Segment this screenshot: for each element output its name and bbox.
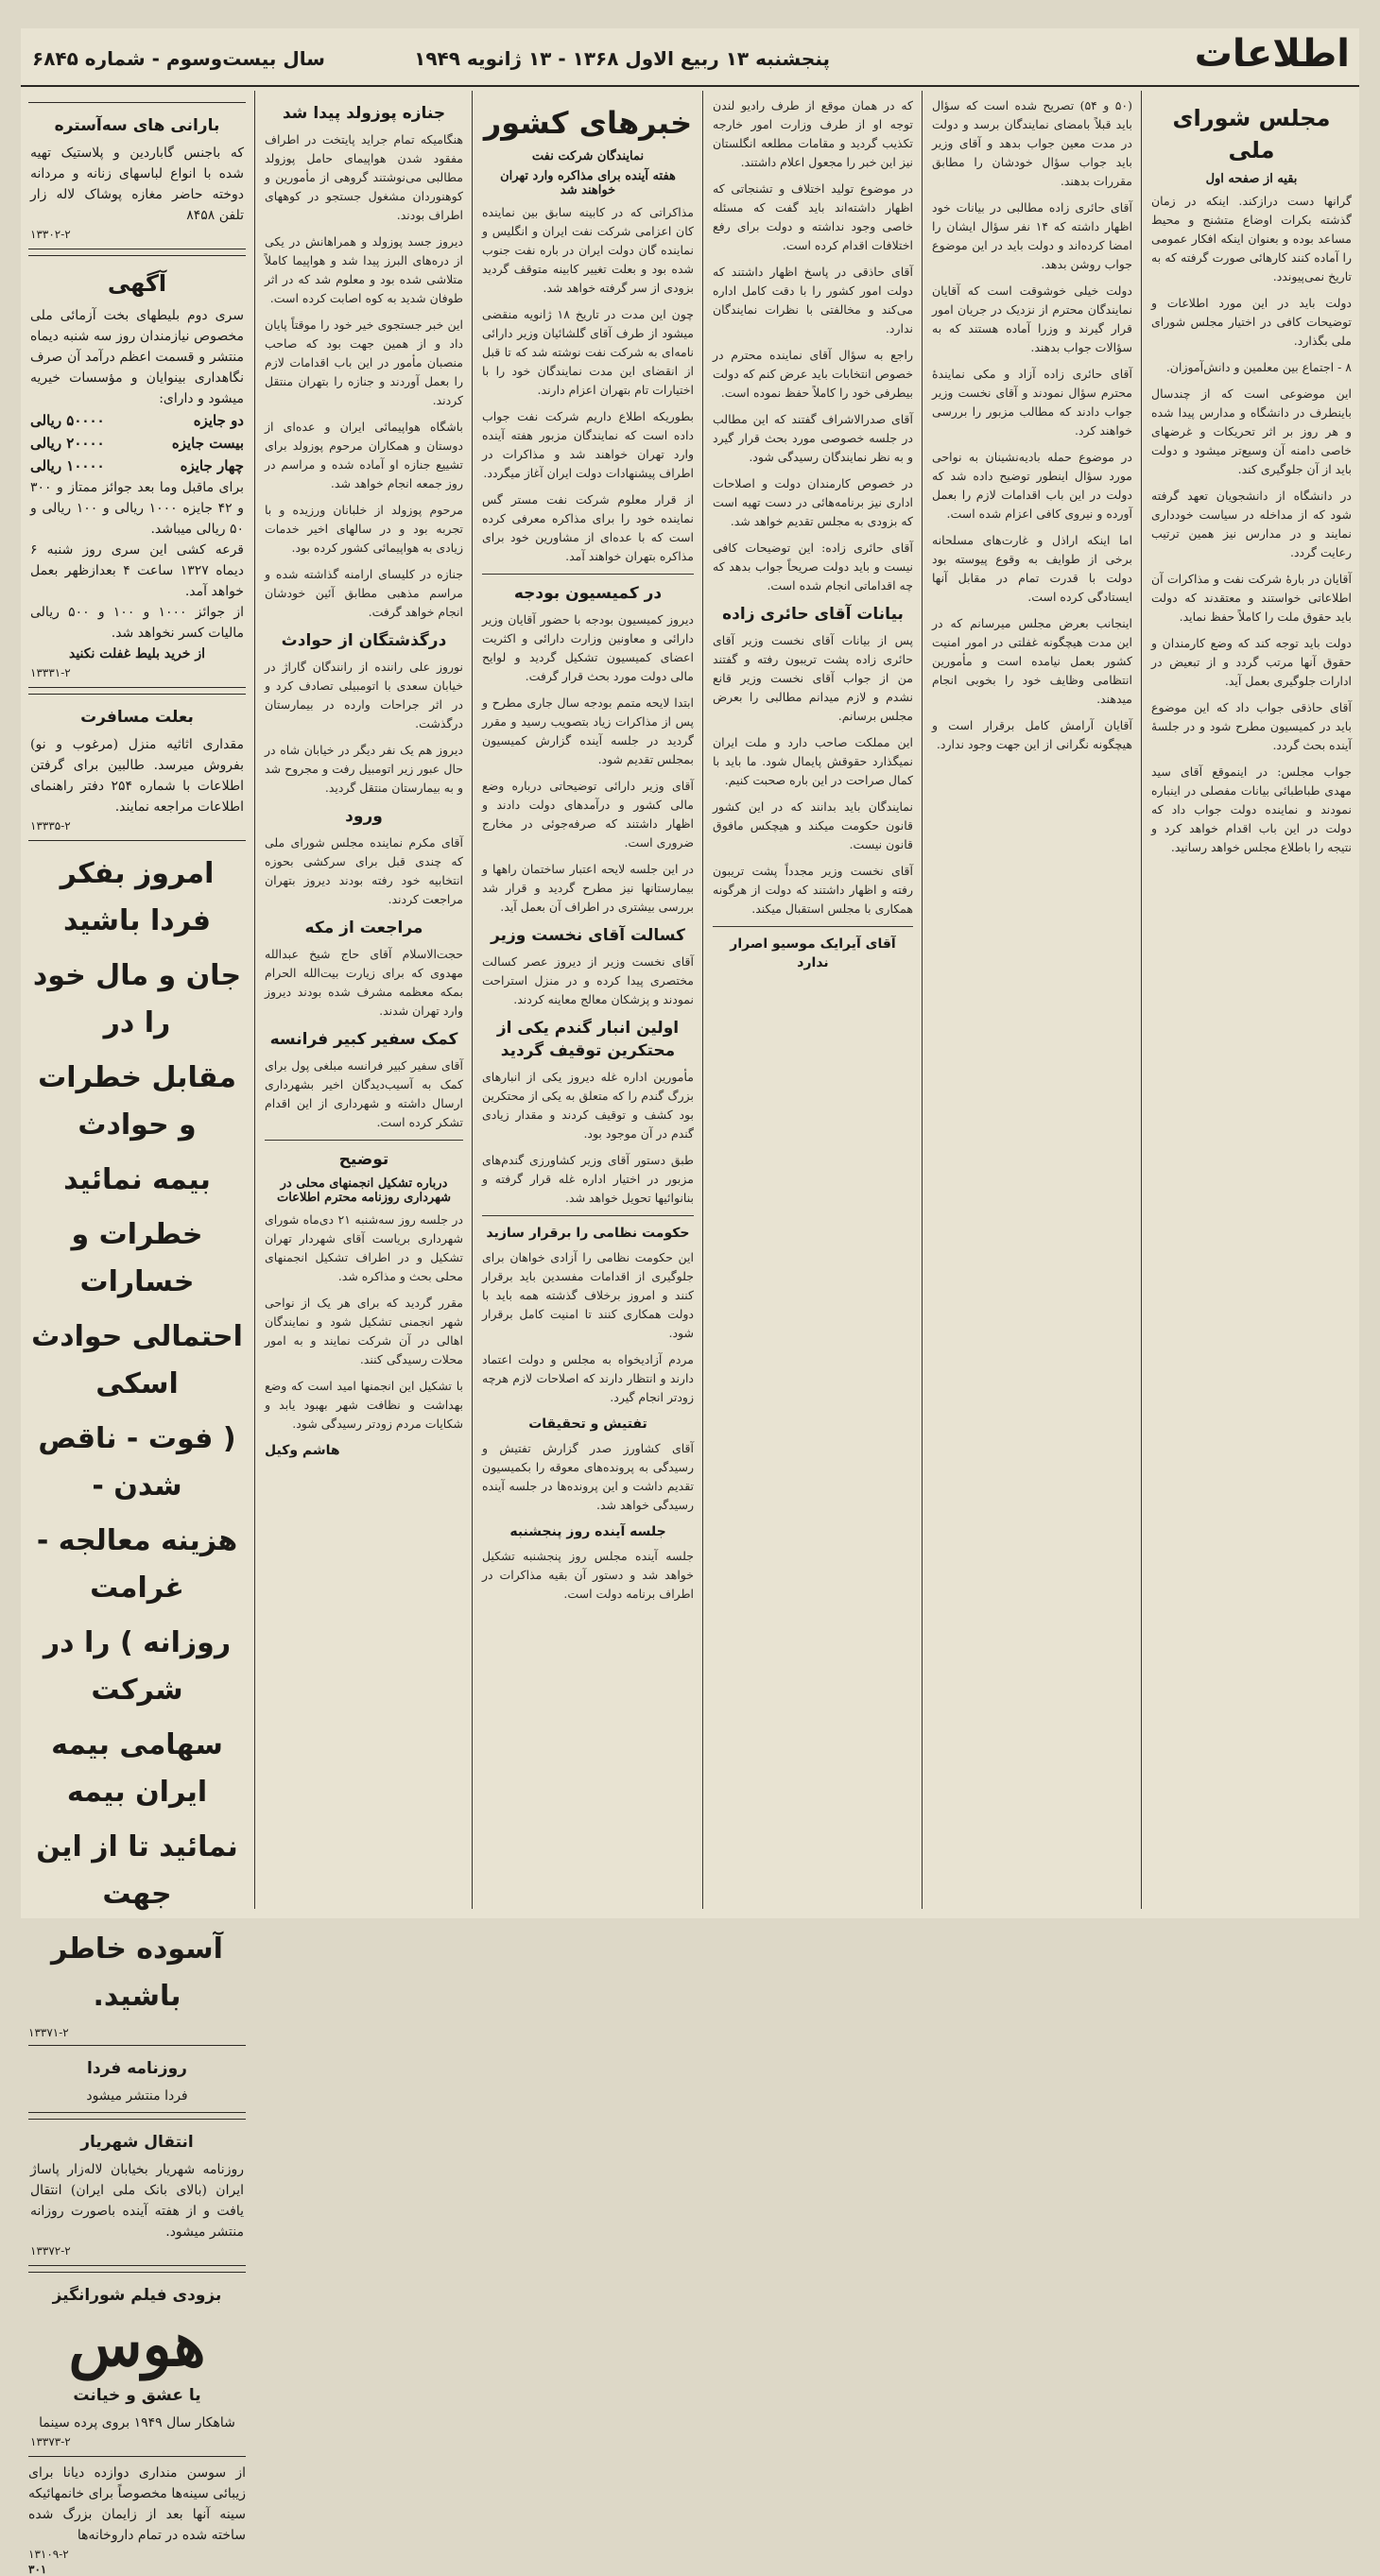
paragraph: دیروز هم یک نفر دیگر در خیابان شاه در حال عبور زیر اتومبیل رفت و مجروح شد و به بیمارستان منتقل گردید. [265,743,463,795]
paragraph: از قرار معلوم شرکت نفت مستر گس نماینده خود را برای مذاکره معرفی کرده است که با عده‌ای از مشاورین خود برای مذاکره بتهران خواهند آمد. [482,492,694,563]
paragraph: مردم آزادیخواه به مجلس و دولت اعتماد دارند و انتظار دارند که اصلاحات لازم هرچه زودتر انجام گیرد. [482,1352,694,1404]
paragraph: پس از بیانات آقای نخست وزیر آقای حائری زاده پشت تریبون رفته و گفتند من از جواب آقای نخست وزیر قانع نشدم و لازم میدانم مطالبی را بعرض مجلس برسانم. [713,633,913,723]
insurance-line: خطرات و خسارات [71,1218,203,1298]
article-signature: هاشم وکیل [265,1443,340,1458]
paragraph: آقای حائری زاده آزاد و مکی نمایندهٔ محترم سؤال نمودند و آقای نخست وزیر جواب دادند که مطالب مزبور را بررسی خواهند کرد. [932,367,1132,438]
paragraph: آقای حائری زاده مطالبی در بیانات خود اظهار داشته که ۱۴ نفر سؤال ایشان را امضا کرده‌اند و دولت باید در این موضوع جواب روشن بدهد. [932,200,1132,271]
paragraph: آقایان در بارهٔ شرکت نفت و مذاکرات آن اطلاعاتی خواستند و معتقدند که دولت باید حقوق ملت را کاملاً حفظ نماید. [1151,572,1352,624]
ad-raincoats [28,102,246,249]
column-majlis-continued [924,91,1140,1909]
article-headline: حکومت نظامی را برقرار سازید [486,1226,690,1241]
ad-text: سری دوم بلیطهای بخت آزمائی ملی مخصوص نیازمندان روز سه شنبه دیماه منتشر و قسمت اعظم درآمد آن صرف نگاهداری بینوایان و مؤسسات خیریه میشود و دارای: [30,308,244,406]
paragraph: دولت خیلی خوشوقت است که آقایان نمایندگان محترم از نزدیک در جریان امور قرار گیرند و وزرا آماده هستند که به سؤالات جواب بدهند. [932,283,1132,354]
paragraph: آقای نخست وزیر از دیروز عصر کسالت مختصری پیدا کرده و در منزل استراحت نمودند و پزشکان معالج معاینه کردند. [482,954,694,1006]
paragraph: در موضوع حمله بادیه‌نشینان به نواحی مورد سؤال اینطور توضیح داده شد که دولت در این باب اقدامات لازم را بعمل آورده و نیروی کافی اعزام شده است. [932,450,1132,521]
paragraph: آقای کشاورز صدر گزارش تفتیش و رسیدگی به پرونده‌های معوقه را بکمیسیون تقدیم داشت و این پرونده‌ها در جلسه آینده رسیدگی خواهد شد. [482,1441,694,1512]
divider [713,926,913,927]
section-headline: خبرهای کشور [483,105,693,141]
newspaper-page [21,28,1359,2576]
paragraph: مذاکراتی که در کابینه سابق بین نماینده کان اعزامی شرکت نفت ایران و انگلیس و نماینده گان دولت ایران در باره نفت جنوب شده بود و بعلت تغییر کابینه متوقف گردید بزودی از سر گرفته خواهد شد. [482,205,694,295]
article-headline: توضیح [338,1150,389,1169]
paragraph: اینجانب بعرض مجلس میرسانم که در این مدت هیچگونه غفلتی در امور امنیت کشور بعمل نیامده است و مأمورین انتظامی وظایف خود را بخوبی انجام میدهند. [932,616,1132,706]
insurance-line: جان و مال خود را در [32,959,242,1039]
column-country-news [474,91,701,1909]
paragraph: آقای سفیر کبیر فرانسه مبلغی پول برای کمک به آسیب‌دیدگان اخیر بشهرداری ارسال داشته و شهرداری از این اقدام تشکر کرده است. [265,1058,463,1129]
film-title: هوس [68,2310,206,2380]
ad-text: قرعه کشی این سری روز شنبه ۶ دیماه ۱۳۲۷ ساعت ۴ بعدازظهر بعمل خواهد آمد. [30,542,245,599]
article-subhead: نمایندگان شرکت نفت [531,149,645,163]
paragraph: این موضوعی است که از چندسال باینطرف در دانشگاه و مدارس پیدا شده و هر روز بر اثر تحریکات و غرضهای خاصی دامنه آن وسیع‌تر میشود و دولت باید از آن جلوگیری کند. [1151,386,1352,476]
article-headline: در کمیسیون بودجه [513,584,663,603]
paragraph: جواب مجلس: در اینموقع آقای سید مهدی طباطبائی بیانات مفصلی در اینباره نمودند و نماینده دولت جواب داد که دولت در این باب اقدام خواهد کرد و نتیجه را باطلاع مجلس خواهد رسانید. [1151,764,1352,854]
divider [482,1215,694,1216]
page-number: ۳۰۱ [28,2563,47,2576]
film-intro: بزودی فیلم شورانگیز [52,2286,222,2305]
paragraph: این حکومت نظامی را آزادی خواهان برای جلوگیری از اقدامات مفسدین باید برقرار کنند و امروز برخلاف گذشته همه باید با دولت همکاری کنند تا امنیت کامل برقرار شود. [482,1250,694,1340]
article-headline: بیانات آقای حائری زاده [722,605,904,624]
article-subhead: بقیه از صفحه اول [1205,172,1298,186]
prize-row [30,409,244,432]
ad-slogan: از خرید بلیط غفلت نکنید [68,646,206,661]
paragraph: راجع به سؤال آقای نماینده محترم در خصوص انتخابات باید عرض کنم که دولت بیطرفی خود را کاملاً حفظ نموده است. [713,348,913,400]
article-body [713,96,913,595]
column-city-news [257,91,471,1909]
article-body [1151,192,1352,857]
column-rule [922,91,923,1909]
ad-text: برای ماقبل وما بعد جوائز ممتاز و ۳۰۰ و ۴۲ جایزه ۱۰۰۰ ریالی و ۱۰۰ ریالی و ۵۰ ریالی میباشد. [30,480,244,537]
prize-label: بیست جایزه [171,435,244,452]
article-headline: مجلس شورای ملی [1172,105,1331,163]
film-subtitle: یا عشق و خیانت [73,2386,201,2405]
column-statements [705,91,921,1909]
paragraph: حجت‌الاسلام آقای حاج شیخ عبدالله مهدوی که برای زیارت بیت‌الله الحرام بمکه معظمه مشرف شده بودند دیروز وارد تهران شدند. [265,947,463,1018]
paragraph: آقای وزیر دارائی توضیحاتی درباره وضع مالی کشور و درآمدهای دولت دادند و اظهار داشتند که صرفه‌جوئی در مخارج ضروری است. [482,779,694,850]
paragraph: با تشکیل این انجمنها امید است که وضع بهداشت و نظافت شهر بهبود یابد و شکایات مردم زودتر رسیدگی شود. [265,1379,463,1431]
article-subhead: هفته آینده برای مذاکره وارد تهران خواهند شد [500,169,676,197]
divider [265,1140,463,1141]
insurance-line: نمائید تا از این جهت [36,1830,238,1911]
article-headline: کمک سفیر کبیر فرانسه [269,1030,458,1049]
prize-row [30,432,244,455]
ad-title: بعلت مسافرت [80,708,194,727]
article-headline: جلسه آینده روز پنجشنبه [509,1524,666,1539]
ad-title: روزنامه فردا [87,2059,187,2078]
article-headline: کسالت آقای نخست وزیر [491,926,685,945]
ad-text: از جوائز ۱۰۰۰ و ۱۰۰ و ۵۰۰ ریالی مالیات کسر نخواهد شد. [30,605,245,641]
insurance-line: روزانه ) را در شرکت [43,1626,232,1707]
paragraph: نمایندگان باید بدانند که در این کشور قانون حکومت میکند و هیچکس مافوق قانون نیست. [713,799,913,851]
article-body [932,96,1132,754]
ad-shahriar [28,2119,246,2266]
ad-text: از سوسن منداری دوازده دیانا برای زیبائی سینه‌ها مخصوصاً برای خانمهائیکه سینه آنها بعد از زایمان بزرگ شده ساخته شده در تمام داروخانه‌ها [28,2465,246,2543]
column-rule [472,91,473,1909]
article-body [482,953,694,1009]
article-headline: جنازه پوزولد پیدا شد [282,104,446,123]
ad-text: روزنامه شهریار بخیابان لاله‌زار پاساژ ایران (بالای بانک ملی ایران) انتقال یافت و از هفته آینده باصورت روزانه منتشر میشود. [30,2162,244,2240]
article-headline: ورود [345,807,383,826]
ad-code: ۱۳۳۳۵-۲ [30,819,71,833]
paragraph: آقای حاذقی در پاسخ اظهار داشتند که دولت امور کشور را با دقت کامل اداره می‌کند و مخالفتی با نظرات نمایندگان ندارد. [713,265,913,335]
ad-text: فردا منتشر میشود [86,2088,188,2104]
insurance-line: هزینه معالجه - غرامت [36,1524,238,1605]
paragraph: مأمورین اداره غله دیروز یکی از انبارهای بزرگ گندم را که متعلق به یکی از محتکرین بود کشف و توقیف کردند و مقدار زیادی گندم در آن موجود بود. [482,1070,694,1141]
paragraph: که در همان موقع از طرف رادیو لندن توجه او از طرف وزارت امور خارجه تکذیب گردید و مقامات مطلعه انگلستان نیز این خبر را مجعول اعلام داشتند. [713,98,913,169]
paragraph: دولت باید در این مورد اطلاعات و توضیحات کافی در اختیار مجلس شورای ملی بگذارد. [1151,296,1352,348]
article-body [482,1547,694,1604]
paragraph: هنگامیکه تمام جراید پایتخت در اطراف مفقود شدن هواپیمای حامل پوزولد مطالبی می‌نوشتند گروهی از مأمورین و کوهنوردان مشغول جستجو در کوههای اطراف بودند. [265,132,463,222]
paragraph: دیروز کمیسیون بودجه با حضور آقایان وزیر دارائی و معاونین وزارت دارائی و اکثریت اعضای کمیسیون تشکیل گردید و لوایح مالی دولت مورد بحث قرار گرفت. [482,612,694,683]
paragraph: دیروز جسد پوزولد و همراهانش در یکی از دره‌های البرز پیدا شد و هواپیما کاملاً متلاشی شده بود و معلوم شد که در اثر طوفان شدید به کوه اصابت کرده است. [265,234,463,305]
paragraph: باشگاه هواپیمائی ایران و عده‌ای از دوستان و همکاران مرحوم پوزولد برای تشییع جنازه او آماده شده و مراسم در روز جمعه انجام خواهد شد. [265,420,463,490]
paragraph: آقای حائری زاده: این توضیحات کافی نیست و باید دولت صریحاً جواب بدهد که چه اقداماتی انجام شده است. [713,541,913,592]
paragraph: در این جلسه لایحه اعتبار ساختمان راهها و بیمارستانها نیز مطرح گردید و قرار شد بررسی بیشتری در اطراف آن بعمل آید. [482,862,694,914]
prize-value: ۵۰۰۰۰ ریالی [30,412,105,429]
prize-label: چهار جایزه [180,457,244,474]
paragraph: طبق دستور آقای وزیر کشاورزی گندم‌های مزبور در اختیار اداره غله قرار گرفته و بنانوائیها تحویل خواهد شد. [482,1153,694,1205]
article-body [265,658,463,798]
article-body [265,1056,463,1132]
prize-list [30,409,244,477]
ad-code: ۱۳۳۷۱-۲ [28,2026,69,2039]
paragraph: دولت باید توجه کند که وضع کارمندان و حقوق آنها مرتب گردد و از تبعیض در ادارات جلوگیری بعمل آید. [1151,636,1352,688]
divider [482,574,694,575]
article-body [482,610,694,917]
ad-text: مقداری اثاثیه منزل (مرغوب و نو) بفروش میرسد. طالبین برای گرفتن اطلاعات با شماره ۲۵۴ دفتر راهنمای اطلاعات مراجعه نمایند. [30,737,244,815]
prize-label: دو جایزه [193,412,244,429]
paragraph: جنازه در کلیسای ارامنه گذاشته شده و مراسم مذهبی مطابق آئین خودشان انجام خواهد گرفت. [265,567,463,619]
paragraph: در جلسه روز سه‌شنبه ۲۱ دی‌ماه شورای شهرداری بریاست آقای شهردار تهران تشکیل و در اطراف تشکیل انجمنهای محلی بحث و مذاکره شد. [265,1212,463,1283]
paragraph: مرحوم پوزولد از خلبانان ورزیده و با تجربه بود و در سالهای اخیر خدمات زیادی به هواپیمائی کشور کرده بود. [265,503,463,555]
ad-code: ۱۳۳۰۲-۲ [30,228,71,241]
column-rule [254,91,255,1909]
article-body [482,203,694,566]
article-headline: آقای آیرایک موسیو اصرار ندارد [730,936,896,970]
article-body [482,1248,694,1407]
paragraph: بطوریکه اطلاع داریم شرکت نفت جواب داده است که نمایندگان مزبور هفته آینده وارد تهران خواهند شد و مذاکرات در اطراف پیشنهادات دولت ایران آغاز میگردد. [482,409,694,480]
ad-insurance [28,847,246,2039]
article-body [482,1439,694,1515]
paragraph: آقای مکرم نماینده مجلس شورای ملی که چندی قبل برای سرکشی بحوزه انتخابیه خود رفته بودند دیروز بتهران مراجعت کردند. [265,835,463,906]
ad-title: بارانی های سه‌آستره [54,116,220,135]
article-body [265,945,463,1021]
article-headline: تفتیش و تحقیقات [528,1417,647,1432]
article-headline: درگذشتگان از حوادث [281,631,447,650]
prize-value: ۲۰۰۰۰ ریالی [30,435,105,452]
article-body [482,1068,694,1208]
paragraph: (۵۰ و ۵۴) تصریح شده است که سؤال باید قبلاً بامضای نمایندگان برسد و دولت در مدت معین جواب بدهد و آقای وزیر باید جواب سؤال خودشان را مطابق مقررات بدهند. [932,98,1133,188]
insurance-line: مقابل خطرات و حوادث [38,1061,236,1142]
insurance-line: ( فوت - ناقص شدن - [38,1422,236,1503]
prize-value: ۱۰۰۰۰ ریالی [30,457,105,474]
column-advertisements [21,91,253,2576]
paragraph: اما اینکه اراذل و غارت‌های مسلحانه برخی از طوایف به وقوع پیوسته بود دولت با قدرت تمام در مقابل آنها ایستادگی کرده است. [932,533,1132,604]
ad-film [28,2272,246,2457]
paragraph: مقرر گردید که برای هر یک از نواحی شهر انجمنی تشکیل شود و نمایندگان اهالی در آن شرکت نمایند و به امور محلات رسیدگی کنند. [265,1296,463,1366]
ad-text: که باجنس گاباردین و پلاستیک تهیه شده با انواع لباسهای زنانه و مردانه دوخته حاضر مغازه پوشاک لاله زار تلفن ۸۴۵۸ [30,146,244,223]
insurance-line: سهامی بیمه ایران بیمه [51,1728,223,1809]
paragraph: این مملکت صاحب دارد و ملت ایران نمیگذارد حقوقش پایمال شود. ما باید با کمال صراحت در این باره صحبت کنیم. [713,735,913,787]
paragraph: این خبر جستجوی خیر خود را موقتاً پایان داد و از همین جهت بود که صاحب منصبان مأمور در این باب اقدامات لازم را بعمل آوردند و جنازه را بتهران منتقل کردند. [265,318,463,407]
article-subhead: درباره تشکیل انجمنهای محلی در شهرداری روزنامه محترم اطلاعات [276,1176,451,1205]
ad-title: آگهی [107,270,167,297]
newspaper-logo: اطلاعات [1194,32,1350,76]
paragraph: در موضوع تولید اختلاف و تشنجاتی که اظهار داشته‌اند باید گفت که مسئله خاصی وجود نداشته و دولت برای رفع اختلافات اقدام کرده است. [713,181,913,252]
paragraph: آقای صدرالاشراف گفتند که این مطالب در جلسه خصوصی مورد بحث قرار گیرد و به نظر نمایندگان رسیدگی شود. [713,412,913,464]
ad-cosmetic [28,2463,246,2576]
insurance-text [28,847,246,2024]
issue-number: سال بیست‌وسوم - شماره ۶۸۴۵ [32,47,325,70]
paragraph: آقای حاذقی جواب داد که این موضوع باید در کمیسیون مطرح شود و در جلسهٔ آینده بحث گردد. [1151,700,1352,752]
insurance-line: آسوده خاطر باشید. [51,1932,223,2013]
issue-date: پنجشنبه ۱۳ ربیع الاول ۱۳۶۸ - ۱۳ ژانویه ۱۹۴۹ [414,47,830,70]
insurance-line: بیمه نمائید [63,1163,211,1196]
insurance-line: امروز بفکر فردا باشید [60,857,215,937]
article-body [265,130,463,622]
masthead [21,28,1359,87]
article-body [713,631,913,919]
prize-row [30,455,244,477]
ad-code: ۱۳۳۳۱-۲ [30,666,71,679]
paragraph: در خصوص کارمندان دولت و اصلاحات اداری نیز برنامه‌هائی در دست تهیه است که بزودی به مجلس تقدیم خواهد شد. [713,476,913,528]
film-text: شاهکار سال ۱۹۴۹ بروی پرده سینما [39,2415,235,2430]
ad-code: ۱۳۳۷۳-۲ [30,2435,71,2448]
paragraph: آقای نخست وزیر مجدداً پشت تریبون رفته و اظهار داشتند که دولت از هرگونه همکاری با مجلس استقبال میکند. [713,864,913,916]
paragraph: در دانشگاه از دانشجویان تعهد گرفته شود که از مداخله در سیاست خودداری نمایند و در مدارس نیز همین ترتیب رعایت گردد. [1151,489,1352,559]
ad-code: ۱۳۱۰۹-۲ [28,2548,69,2561]
column-majlis [1144,91,1359,1909]
ad-title: انتقال شهریار [80,2133,194,2152]
paragraph: ۸ - اجتماع بین معلمین و دانش‌آموزان. [1165,360,1352,374]
paragraph: جلسه آینده مجلس روز پنجشنبه تشکیل خواهد شد و دستور آن بقیه مذاکرات در اطراف برنامه دولت است. [482,1549,694,1601]
ad-travel [28,694,246,841]
insurance-line: احتمالی حوادث اسکی [31,1320,243,1400]
article-body [265,833,463,909]
column-rule [702,91,703,1909]
paragraph: آقایان آرامش کامل برقرار است و هیچگونه نگرانی از این جهت وجود ندارد. [932,718,1132,751]
column-rule [1141,91,1142,1909]
ad-code: ۱۳۳۷۲-۲ [30,2244,71,2258]
ad-farda [28,2045,246,2113]
paragraph: گرانها دست درازکند. اینکه در زمان گذشته بکرات اوضاع متشنج و محیط مساعد بوده و بعنوان اینکه افکار عمومی را آماده کنند کارهائی صورت گرفته که به تاریخ نمی‌پیوندد. [1151,194,1352,283]
paragraph: چون این مدت در تاریخ ۱۸ ژانویه منقضی میشود از طرف آقای گلشائیان وزیر دارائی نامه‌ای به شرکت نفت نوشته شد که تا قبل از انقضای این مدت نمایندگان خود را با اختیارات تام بتهران اعزام دارند. [482,307,694,397]
paragraph: نوروز علی راننده از رانندگان گاراژ در خیابان سعدی با اتومبیلی تصادف کرد و در اثر جراحات وارده در بیمارستان درگذشت. [265,660,463,730]
paragraph: ابتدا لایحه متمم بودجه سال جاری مطرح و پس از مذاکرات زیاد بتصویب رسید و مقرر گردید در جلسه آینده گزارش کمیسیون بمجلس تقدیم شود. [482,696,694,766]
ad-lottery [28,255,246,688]
article-headline: اولین انبار گندم یکی از محتکرین توقیف گردید [496,1019,680,1060]
article-body [265,1211,463,1434]
article-headline: مراجعت از مکه [304,919,423,937]
